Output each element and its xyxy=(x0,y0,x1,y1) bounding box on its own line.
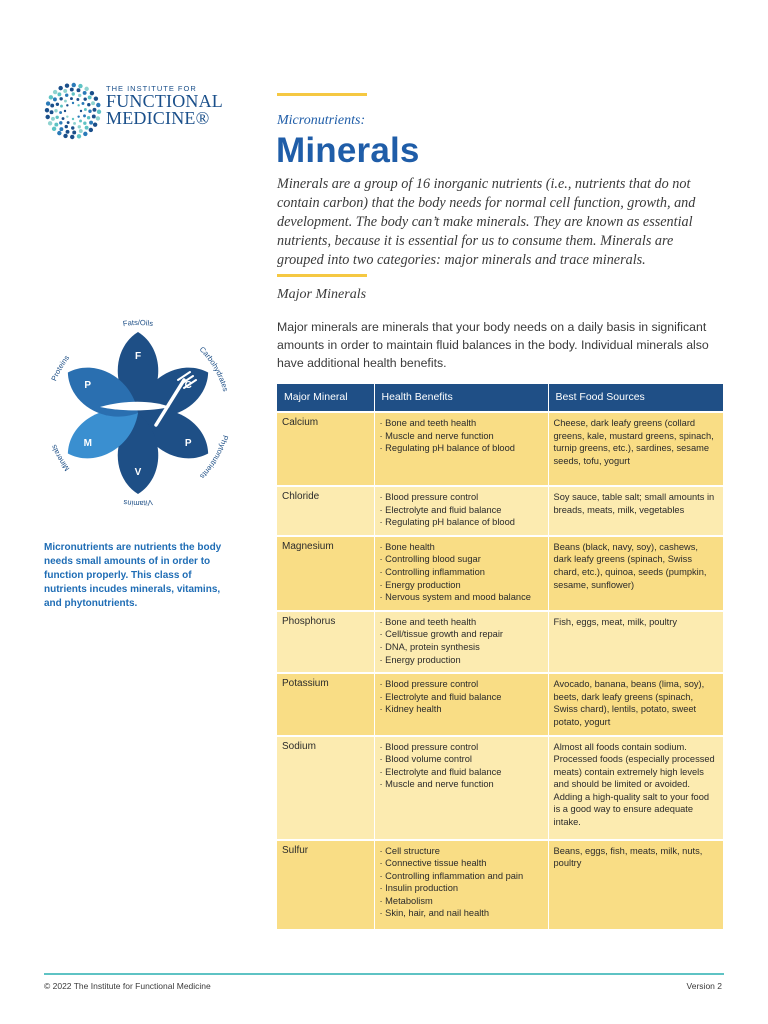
benefit-item: · Cell/tissue growth and repair xyxy=(379,629,503,640)
benefit-item: · Bone and teeth health xyxy=(379,418,477,428)
page-title: Minerals xyxy=(276,131,420,170)
benefit-item: · Blood pressure control xyxy=(379,741,479,752)
health-benefits-cell xyxy=(374,611,548,673)
benefit-item: · Bone health xyxy=(379,541,435,552)
petal-letter: V xyxy=(134,467,142,478)
benefit-item: · Cell structure xyxy=(379,845,440,856)
petal-letter: M xyxy=(83,438,92,449)
petal-label: Vitamins xyxy=(122,497,154,509)
footer-rule xyxy=(44,973,724,975)
health-benefits-cell xyxy=(374,536,548,611)
benefit-item: · Insulin production xyxy=(379,883,459,894)
petal-label: Carbohydrates xyxy=(197,344,231,393)
column-header-sources: Best Food Sources xyxy=(548,384,723,412)
intro-paragraph: Minerals are a group of 16 inorganic nutrients (i.e., nutrients that do not contain carbon) that the body needs for normal cell function, growth, and development. The body can’t make minerals. They are known as essential nutrients, because it is essential for us to consume them. Minerals are grouped into two categories: major minerals and trace minerals. xyxy=(277,176,696,268)
food-sources-cell: Beans, eggs, fish, meats, milk, nuts, poultry xyxy=(548,840,723,929)
footer-version: Version 2 xyxy=(686,981,722,991)
petal-letter: P xyxy=(84,380,92,391)
health-benefits-cell xyxy=(374,736,548,840)
petal-label: Phytonutrients xyxy=(198,434,231,481)
major-minerals-table xyxy=(277,384,723,929)
logo-mark-icon xyxy=(44,80,102,142)
health-benefits-cell xyxy=(374,412,548,486)
ifm-logo xyxy=(44,80,234,142)
table-row xyxy=(277,611,723,673)
mineral-name: Sulfur xyxy=(277,840,374,929)
food-sources-cell: Beans (black, navy, soy), cashews, dark leafy greens (spinach, Swiss chard, etc.), quinoa, seeds (pumpkin, sesame, sunflower) xyxy=(548,536,723,611)
food-sources-cell: Soy sauce, table salt; small amounts in breads, meats, milk, vegetables xyxy=(548,486,723,536)
benefit-item: · Electrolyte and fluid balance xyxy=(379,504,502,515)
petal-label: Proteins xyxy=(49,353,72,383)
petal-label: Minerals xyxy=(49,443,72,473)
food-sources-cell: Fish, eggs, meat, milk, poultry xyxy=(548,611,723,673)
benefit-item: · Controlling inflammation xyxy=(379,566,485,577)
micronutrient-note: Micronutrients are nutrients the body needs small amounts of in order to function properly. This class of nutrients incudes minerals, vitamins, and phytonutrients. xyxy=(44,542,222,609)
benefit-item: · Skin, hair, and nail health xyxy=(379,908,490,919)
mineral-name: Phosphorus xyxy=(277,611,374,673)
table-header-row xyxy=(277,384,723,412)
mineral-name: Sodium xyxy=(277,736,374,840)
benefit-item: · Energy production xyxy=(379,579,461,590)
column-header-mineral: Major Mineral xyxy=(277,384,374,412)
logo-line-3: MEDICINE® xyxy=(106,108,210,128)
benefit-item: · Regulating pH balance of blood xyxy=(379,443,515,454)
table-row xyxy=(277,673,723,735)
health-benefits-cell xyxy=(374,673,548,735)
logo-line-1: THE INSTITUTE FOR xyxy=(106,84,197,93)
micronutrient-flower-diagram xyxy=(38,308,238,518)
benefit-item: · Blood pressure control xyxy=(379,679,479,690)
flower-svg xyxy=(38,308,238,518)
benefit-item: · Nervous system and mood balance xyxy=(379,592,531,603)
petal-label: Fats/Oils xyxy=(122,317,154,329)
benefit-item: · Metabolism xyxy=(379,895,433,906)
benefit-item: · Muscle and nerve function xyxy=(379,430,494,441)
mineral-name: Calcium xyxy=(277,412,374,486)
benefit-item: · Muscle and nerve function xyxy=(379,779,494,790)
table-row xyxy=(277,840,723,929)
food-sources-cell: Avocado, banana, beans (lima, soy), beets, dark leafy greens (spinach, Swiss chard), lentils, potato, sweet potato, yogurt xyxy=(548,673,723,735)
petal-letter: F xyxy=(134,351,142,362)
health-benefits-cell xyxy=(374,486,548,536)
accent-rule-top xyxy=(277,93,367,96)
benefit-item: · Electrolyte and fluid balance xyxy=(379,766,502,777)
benefit-item: · Electrolyte and fluid balance xyxy=(379,691,502,702)
health-benefits-cell xyxy=(374,840,548,929)
mineral-name: Chloride xyxy=(277,486,374,536)
section-paragraph: Major minerals are minerals that your body needs on a daily basis in significant amounts in order to maintain fluid balances in the body. Individual minerals also have additional health benefits. xyxy=(277,320,709,370)
mineral-name: Magnesium xyxy=(277,536,374,611)
petal-letter: P xyxy=(184,438,192,449)
logo-wordmark xyxy=(106,84,223,127)
footer-copyright: © 2022 The Institute for Functional Medicine xyxy=(44,981,211,991)
benefit-item: · DNA, protein synthesis xyxy=(379,641,480,652)
section-heading: Major Minerals xyxy=(277,287,367,302)
table-row xyxy=(277,486,723,536)
page-subhead: Micronutrients: xyxy=(277,113,366,128)
benefit-item: · Connective tissue health xyxy=(379,858,487,869)
table-row xyxy=(277,536,723,611)
benefit-item: · Bone and teeth health xyxy=(379,616,477,627)
benefit-item: · Controlling inflammation and pain xyxy=(379,870,524,881)
logo-line-2: FUNCTIONAL xyxy=(106,91,223,111)
benefit-item: · Energy production xyxy=(379,654,461,665)
benefit-item: · Regulating pH balance of blood xyxy=(379,517,515,528)
benefit-item: · Kidney health xyxy=(379,704,442,715)
food-sources-cell: Cheese, dark leafy greens (collard greens, kale, mustard greens, spinach, turnip greens, etc.), sardines, sesame seeds, tofu, yogurt xyxy=(548,412,723,486)
table-row xyxy=(277,736,723,840)
column-header-benefits: Health Benefits xyxy=(374,384,548,412)
food-sources-cell: Almost all foods contain sodium. Processed foods (especially processed meats) contain extremely high levels and should be limited or avoided. Adding a high-quality salt to your food is a good way to ensure adequate intake. xyxy=(548,736,723,840)
mineral-name: Potassium xyxy=(277,673,374,735)
petal-letter: C xyxy=(184,380,192,391)
table-row xyxy=(277,412,723,486)
benefit-item: · Blood pressure control xyxy=(379,492,479,502)
benefit-item: · Controlling blood sugar xyxy=(379,554,481,565)
accent-rule-section xyxy=(277,274,367,277)
benefit-item: · Blood volume control xyxy=(379,754,472,765)
